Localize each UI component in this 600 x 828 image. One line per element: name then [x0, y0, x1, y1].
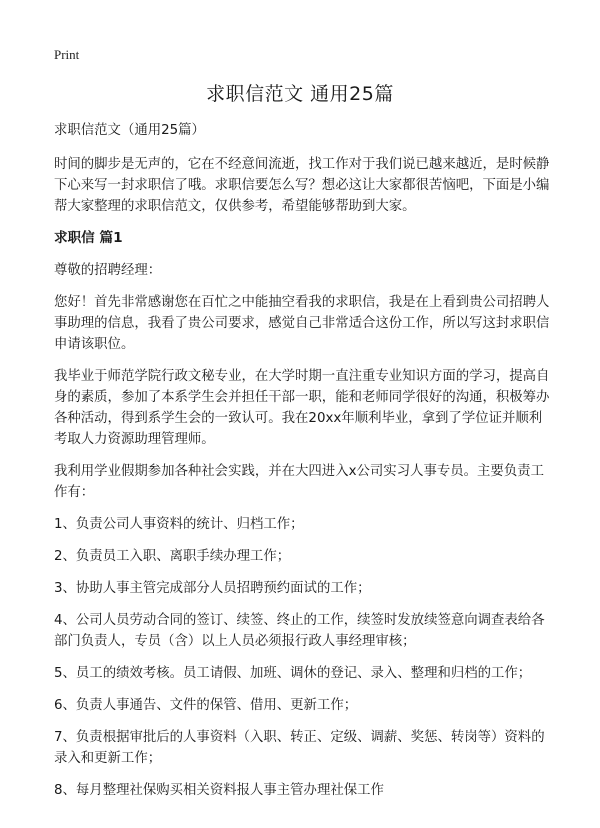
duty-list-item: 2、负责员工入职、离职手续办理工作； — [54, 549, 291, 564]
duty-list-item: 6、负责人事通告、文件的保管、借用、更新工作； — [54, 698, 358, 713]
intro-paragraph: 时间的脚步是无声的，它在不经意间流逝，找工作对于我们说已越来越近，是时候静下心来写一封求职信了哦。求职信要怎么写？想必这让大家都很苦恼吧，下面是小编帮大家整理的求职信范文，仅供参考，希望能够帮助到大家。 — [54, 157, 550, 214]
duty-list-item: 7、负责根据审批后的人事资料（入职、转正、定级、调薪、奖惩、转岗等）资料的录入和更新工作； — [54, 730, 545, 766]
duty-list-item: 8、每月整理社保购买相关资料报人事主管办理社保工作 — [54, 783, 384, 798]
document-title: 求职信范文 通用25篇 — [206, 83, 394, 105]
section-heading: 求职信 篇1 — [54, 230, 123, 246]
duty-list-item: 4、公司人员劳动合同的签订、续签、终止的工作，续签时发放续签意向调查表给各部门负责人，专员（含）以上人员必须报行政人事经理审核； — [54, 613, 545, 649]
duty-list — [54, 514, 554, 801]
duty-list-item: 3、协助人事主管完成部分人员招聘预约面试的工作； — [54, 581, 371, 596]
body-paragraph: 我毕业于师范学院行政文秘专业，在大学时期一直注重专业知识方面的学习，提高自身的素质，参加了本系学生会并担任干部一职，能和老师同学很好的沟通，积极筹办各种活动，得到系学生会的一致认可。我在20xx年顺利毕业，拿到了学位证并顺利考取人力资源助理管理师。 — [54, 369, 550, 447]
duty-list-item: 5、员工的绩效考核。员工请假、加班、调休的登记、录入、整理和归档的工作； — [54, 666, 532, 681]
body-paragraph: 我利用学业假期参加各种社会实践，并在大四进入x公司实习人事专员。主要负责工作有： — [54, 464, 544, 500]
print-link[interactable]: Print — [54, 47, 80, 62]
body-paragraph: 您好！首先非常感谢您在百忙之中能抽空看我的求职信，我是在上看到贵公司招聘人事助理的信息，我看了贵公司要求，感觉自己非常适合这份工作，所以写这封求职信申请该职位。 — [54, 295, 550, 352]
duty-list-item: 1、负责公司人事资料的统计、归档工作； — [54, 517, 304, 532]
document-body — [54, 120, 554, 812]
greeting-line: 尊敬的招聘经理： — [54, 263, 162, 278]
document-subtitle: 求职信范文（通用25篇） — [54, 123, 205, 138]
